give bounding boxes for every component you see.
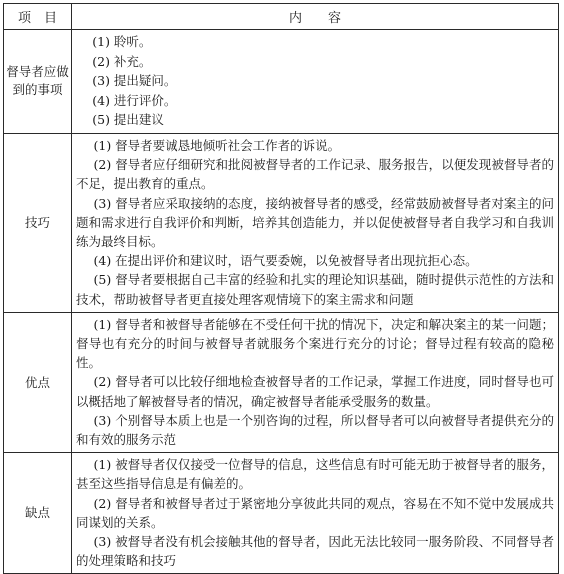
paragraph: (1) 督导者要诚恳地倾听社会工作者的诉说。	[93, 137, 341, 153]
paragraph: (5) 督导者要根据自己丰富的经验和扎实的理论知识基础，随时提供示范性的方法和技术，帮助被督导者更直接处理客观情境下的案主需求和问题	[76, 272, 554, 307]
paragraph: (2) 督导者和被督导者过于紧密地分享彼此共同的观点，容易在不知不觉中发展成共同谋划的关系。	[76, 495, 554, 530]
row-content	[72, 453, 559, 574]
paragraph: (2) 督导者应仔细研究和批阅被督导者的工作记录、服务报告，以便发现被督导者的不足，提出教育的重点。	[76, 157, 554, 192]
row-label: 技巧	[4, 133, 72, 312]
paragraph: (1) 督导者和被督导者能够在不受任何干扰的情况下，决定和解决案主的某一问题；督导也有充分的时间与被督导者就服务个案进行充分的讨论；督导过程有较高的隐秘性。	[76, 316, 554, 371]
paragraph: (3) 被督导者没有机会接触其他的督导者，因此无法比较同一服务阶段、不同督导者的处理策略和技巧	[76, 534, 554, 569]
paragraph: (4) 在提出评价和建议时，语气要委婉，以免被督导者出现抗拒心态。	[93, 253, 478, 269]
list-item: (4) 进行评价。	[92, 92, 177, 108]
row-label: 缺点	[4, 453, 72, 574]
content-table	[3, 3, 559, 574]
row-content	[72, 30, 559, 134]
table-row	[4, 30, 559, 134]
table-row	[4, 453, 559, 574]
header-content: 内 容	[72, 4, 559, 30]
paragraph: (3) 督导者应采取接纳的态度，接纳被督导者的感受，经常鼓励被督导者对案主的问题和需求进行自我评价和判断，培养其创造能力，并以促使被督导者自我学习和自我训练为最终目标。	[76, 195, 554, 249]
list-item: (2) 补充。	[92, 53, 152, 69]
table-header-row	[4, 4, 559, 30]
row-label: 督导者应做到的事项	[4, 30, 72, 134]
list-item: (5) 提出建议	[92, 112, 164, 128]
paragraph: (3) 个别督导本质上也是一个别咨询的过程，所以督导者可以向被督导者提供充分的和有效的服务示范	[76, 412, 554, 448]
header-item: 项 目	[4, 4, 72, 30]
paragraph: (1) 被督导者仅仅接受一位督导的信息，这些信息有时可能无助于被督导者的服务，甚至这些指导信息是有偏差的。	[76, 457, 554, 492]
list-item: (1) 聆听。	[92, 34, 152, 49]
row-content	[72, 133, 559, 312]
table-row	[4, 133, 559, 312]
paragraph: (2) 督导者可以比较仔细地检查被督导者的工作记录，掌握工作进度，同时督导也可以概括地了解被督导者的情况，确定被督导者能承受服务的数量。	[76, 374, 554, 409]
list-item: (3) 提出疑问。	[92, 73, 177, 89]
row-content	[72, 312, 559, 452]
row-label: 优点	[4, 312, 72, 452]
table-row	[4, 312, 559, 452]
